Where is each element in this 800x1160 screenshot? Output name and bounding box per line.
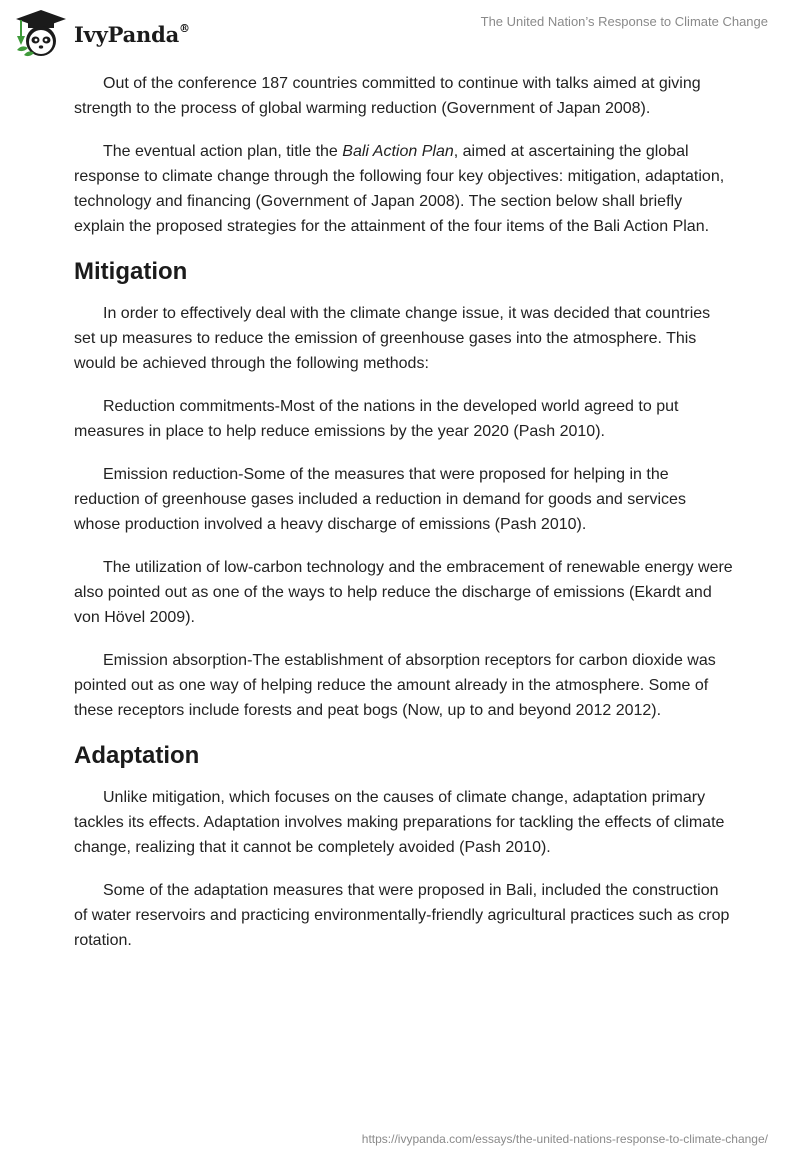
panda-graduate-icon [14, 8, 68, 58]
paragraph-action-plan-rest: , aimed at ascertaining the global response to climate change through the following four key objectives: mitigation, adaptation, technology and financing (Government of Japan 2008). The section below shall briefly explain the proposed strategies for the attainment of the four items of the Bali Action Plan. [74, 143, 725, 235]
registered-mark: ® [179, 21, 190, 35]
paragraph-conference: Out of the conference 187 countries committed to continue with talks aimed at giving strength to the process of global warming reduction (Government of Japan 2008). [74, 75, 701, 117]
essay-content [74, 71, 734, 971]
document-title: The United Nation’s Response to Climate Change [480, 14, 768, 29]
heading-mitigation: Mitigation [74, 258, 188, 285]
paragraph-low-carbon: The utilization of low-carbon technology and the embracement of renewable energy were also pointed out as one of the ways to help reduce the discharge of emissions (Ekardt and von Hövel 2009). [74, 559, 733, 626]
page-header [0, 0, 800, 64]
paragraph-mitigation-intro: In order to effectively deal with the climate change issue, it was decided that countries set up measures to reduce the emission of greenhouse gases into the atmosphere. This would be achieved through the following methods: [74, 305, 711, 372]
paragraph-adaptation-intro: Unlike mitigation, which focuses on the causes of climate change, adaptation primary tackles its effects. Adaptation involves making preparations for tackling the effects of climate change, realizing that it cannot be completely avoided (Pash 2010). [74, 789, 725, 856]
source-url[interactable]: https://ivypanda.com/essays/the-united-nations-response-to-climate-change/ [361, 1132, 768, 1146]
brand-label: IvyPanda [74, 21, 180, 47]
paragraph-action-plan-intro: The eventual action plan, title the [103, 143, 343, 160]
paragraph-emission-reduction: Emission reduction-Some of the measures that were proposed for helping in the reduction of greenhouse gases included a reduction in demand for goods and services whose production involved a heavy discharge of emissions (Pash 2010). [74, 466, 686, 533]
paragraph-adaptation-measures: Some of the adaptation measures that were proposed in Bali, included the construction of water reservoirs and practicing environmentally-friendly agricultural practices such as crop rotation. [74, 882, 730, 949]
heading-adaptation: Adaptation [74, 742, 200, 769]
bali-action-plan-title: Bali Action Plan [342, 143, 454, 160]
paragraph-action-plan [74, 139, 734, 239]
ivypanda-logo[interactable] [14, 8, 190, 58]
paragraph-emission-absorption: Emission absorption-The establishment of absorption receptors for carbon dioxide was pointed out as one way of helping reduce the amount already in the atmosphere. Some of these receptors include forests and peat bogs (Now, up to and beyond 2012 2012). [74, 652, 716, 719]
paragraph-reduction-commitments: Reduction commitments-Most of the nations in the developed world agreed to put measures in place to help reduce emissions by the year 2020 (Pash 2010). [74, 398, 679, 440]
brand-name [74, 22, 190, 47]
